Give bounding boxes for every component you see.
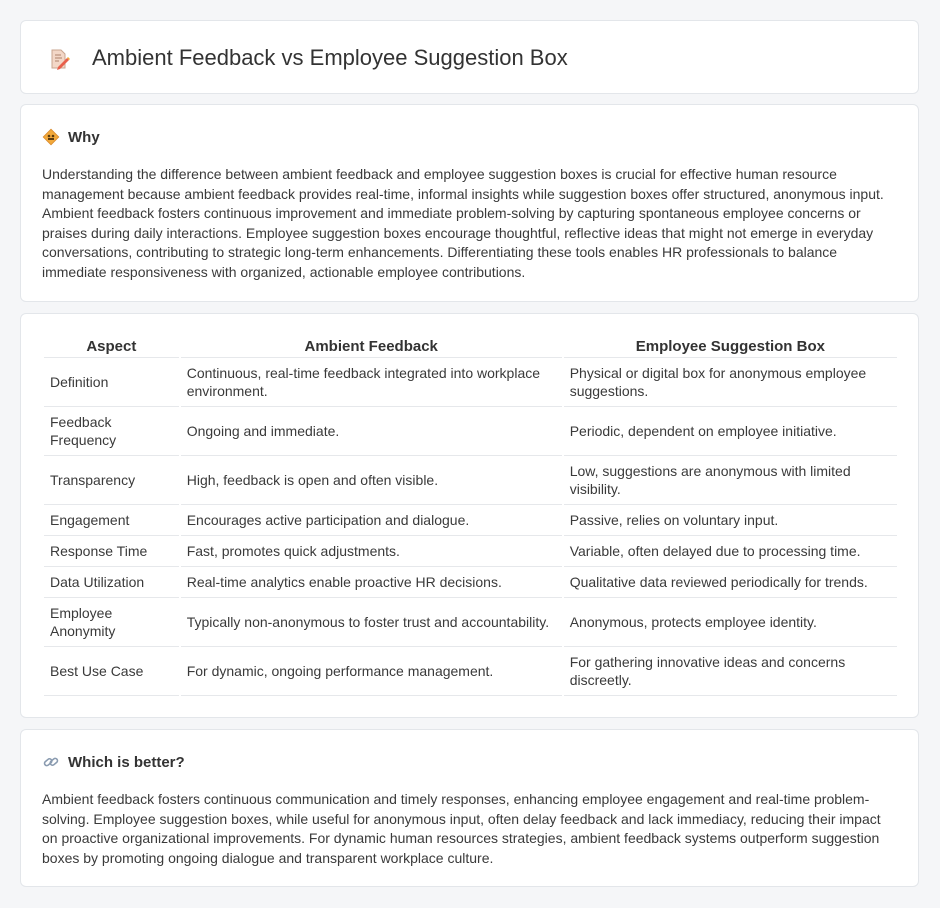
- table-row: [44, 505, 897, 536]
- title-card: [20, 20, 919, 94]
- why-heading-row: [42, 127, 100, 147]
- diamond-sign-icon: [42, 128, 60, 146]
- which-is-better-section: [20, 729, 919, 887]
- aspect-cell: Engagement: [44, 505, 179, 536]
- table-row: [44, 598, 897, 647]
- suggestion-cell: Anonymous, protects employee identity.: [564, 598, 897, 647]
- ambient-cell: Ongoing and immediate.: [181, 407, 562, 456]
- better-paragraph: Ambient feedback fosters continuous communication and timely responses, enhancing employee engagement and real-time problem-solving. Employee suggestion boxes, while useful for anonymous input, often delay feedback and lack immediacy, reducing their impact on proactive organizational improvements. For dynamic human resources strategies, ambient feedback systems outperform suggestion boxes by promoting ongoing dialogue and transparent workplace culture.: [42, 791, 881, 866]
- aspect-cell: Feedback Frequency: [44, 407, 179, 456]
- document-pencil-icon: [47, 47, 71, 71]
- table-header-row: [44, 334, 897, 358]
- suggestion-cell: For gathering innovative ideas and concerns discreetly.: [564, 647, 897, 696]
- table-row: [44, 536, 897, 567]
- better-heading: Which is better?: [68, 753, 185, 771]
- ambient-cell: Typically non-anonymous to foster trust and accountability.: [181, 598, 562, 647]
- suggestion-cell: Physical or digital box for anonymous employee suggestions.: [564, 358, 897, 407]
- aspect-cell: Data Utilization: [44, 567, 179, 598]
- ambient-cell: High, feedback is open and often visible.: [181, 456, 562, 505]
- suggestion-cell: Passive, relies on voluntary input.: [564, 505, 897, 536]
- why-paragraph: Understanding the difference between ambient feedback and employee suggestion boxes is crucial for effective human resource management because ambient feedback provides real-time, informal insights while suggestion boxes offer structured, anonymous input. Ambient feedback fosters continuous improvement and immediate problem-solving by capturing spontaneous employee concerns or praises during daily interactions. Employee suggestion boxes encourage thoughtful, reflective ideas that might not emerge in everyday conversations, contributing to strategic long-term enhancements. Differentiating these tools enables HR professionals to balance immediate responsiveness with organized, actionable employee contributions.: [42, 166, 884, 280]
- suggestion-cell: Periodic, dependent on employee initiative.: [564, 407, 897, 456]
- table-row: [44, 407, 897, 456]
- header-aspect: Aspect: [44, 334, 179, 358]
- why-heading: Why: [68, 128, 100, 146]
- table-row: [44, 647, 897, 696]
- suggestion-cell: Low, suggestions are anonymous with limited visibility.: [564, 456, 897, 505]
- aspect-cell: Definition: [44, 358, 179, 407]
- ambient-cell: Fast, promotes quick adjustments.: [181, 536, 562, 567]
- ambient-cell: Continuous, real-time feedback integrated into workplace environment.: [181, 358, 562, 407]
- header-ambient-feedback: Ambient Feedback: [181, 334, 562, 358]
- better-heading-row: [42, 752, 185, 772]
- table-row: [44, 456, 897, 505]
- aspect-cell: Best Use Case: [44, 647, 179, 696]
- table-row: [44, 358, 897, 407]
- table-row: [44, 567, 897, 598]
- page-title: Ambient Feedback vs Employee Suggestion Box: [92, 45, 568, 70]
- suggestion-cell: Qualitative data reviewed periodically for trends.: [564, 567, 897, 598]
- aspect-cell: Employee Anonymity: [44, 598, 179, 647]
- header-suggestion-box: Employee Suggestion Box: [564, 334, 897, 358]
- ambient-cell: For dynamic, ongoing performance management.: [181, 647, 562, 696]
- aspect-cell: Response Time: [44, 536, 179, 567]
- ambient-cell: Real-time analytics enable proactive HR decisions.: [181, 567, 562, 598]
- comparison-table-card: [20, 313, 919, 718]
- ambient-cell: Encourages active participation and dialogue.: [181, 505, 562, 536]
- comparison-table: [42, 334, 899, 696]
- why-section: [20, 104, 919, 302]
- link-icon: [42, 753, 60, 771]
- suggestion-cell: Variable, often delayed due to processing time.: [564, 536, 897, 567]
- aspect-cell: Transparency: [44, 456, 179, 505]
